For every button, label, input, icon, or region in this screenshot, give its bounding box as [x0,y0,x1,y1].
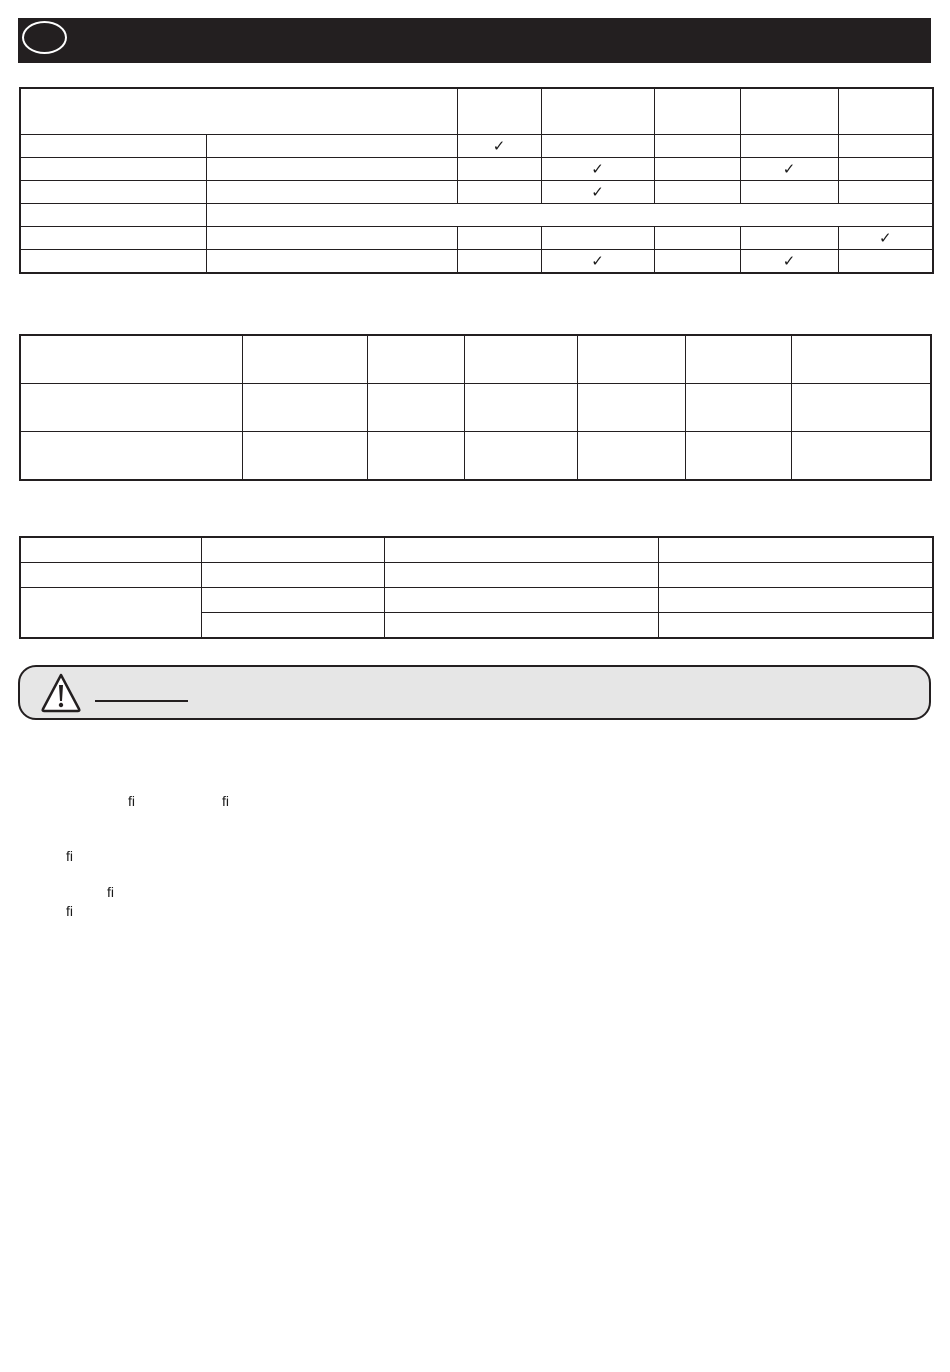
check-mark [838,181,933,204]
section-header-bar [18,18,931,63]
warning-banner [18,665,931,720]
language-badge [22,21,67,54]
check-mark [654,227,740,250]
table-cell [577,335,685,384]
table-row [20,158,933,181]
table-cell [20,335,242,384]
compatibility-table [19,87,934,274]
table-cell [685,432,791,481]
header-cell [20,88,457,135]
table-cell [791,384,931,432]
check-mark [457,250,541,274]
row-label [20,158,206,181]
text-fragment: fi [66,848,73,864]
table-cell [384,613,658,639]
table-cell [367,384,464,432]
header-cell [541,88,654,135]
table-cell [20,384,242,432]
table-cell [658,588,933,613]
warning-title-underline [95,700,188,702]
check-mark [457,158,541,181]
header-cell [838,88,933,135]
row-label [20,135,206,158]
check-mark [541,227,654,250]
table-cell [20,432,242,481]
merged-row-cell [206,204,933,227]
check-mark [740,181,838,204]
table-cell [201,588,384,613]
table-cell [20,563,201,588]
table-cell [242,335,367,384]
check-mark [654,158,740,181]
table-cell [384,537,658,563]
table-row [20,181,933,204]
table-cell [384,563,658,588]
table-header-row [20,88,933,135]
check-mark [740,135,838,158]
table-row [20,204,933,227]
row-label [20,181,206,204]
header-cell [457,88,541,135]
table-cell [367,335,464,384]
table-row [20,588,933,613]
table-cell [242,432,367,481]
table-cell [658,563,933,588]
check-mark [654,250,740,274]
table-cell [658,613,933,639]
row-desc [206,181,457,204]
text-fragment: fi [107,884,114,900]
row-label [20,227,206,250]
row-desc [206,158,457,181]
table-cell [464,432,577,481]
table-row [20,384,931,432]
check-mark: ✓ [541,181,654,204]
specification-table [19,334,932,481]
check-mark [838,250,933,274]
table-cell [658,537,933,563]
table-row [20,563,933,588]
check-mark [457,181,541,204]
check-mark: ✓ [457,135,541,158]
check-mark [838,135,933,158]
table-cell [384,588,658,613]
table-cell [464,384,577,432]
table-cell [20,537,201,563]
table-cell [577,384,685,432]
table-row [20,432,931,481]
table-row [20,537,933,563]
row-desc [206,227,457,250]
text-fragment: fi [222,793,229,809]
check-mark [654,135,740,158]
warning-triangle-icon [40,672,82,714]
table-cell [791,432,931,481]
table-cell [201,613,384,639]
table-row [20,227,933,250]
table-cell [464,335,577,384]
table-cell [577,432,685,481]
table-cell [791,335,931,384]
table-cell [367,432,464,481]
text-fragment: fi [128,793,135,809]
check-mark: ✓ [541,250,654,274]
check-mark [838,158,933,181]
check-mark [541,135,654,158]
merged-row-label [20,588,201,639]
header-cell [654,88,740,135]
check-mark: ✓ [740,250,838,274]
check-mark: ✓ [740,158,838,181]
check-mark: ✓ [838,227,933,250]
check-mark: ✓ [541,158,654,181]
row-label [20,250,206,274]
table-cell [201,537,384,563]
table-cell [242,384,367,432]
check-mark [654,181,740,204]
text-fragment: fi [66,903,73,919]
table-row [20,135,933,158]
check-mark [457,227,541,250]
row-desc [206,250,457,274]
check-mark [740,227,838,250]
settings-table [19,536,934,639]
table-row [20,335,931,384]
table-row [20,250,933,274]
header-cell [740,88,838,135]
table-cell [685,384,791,432]
row-label [20,204,206,227]
row-desc [206,135,457,158]
table-cell [201,563,384,588]
table-cell [685,335,791,384]
